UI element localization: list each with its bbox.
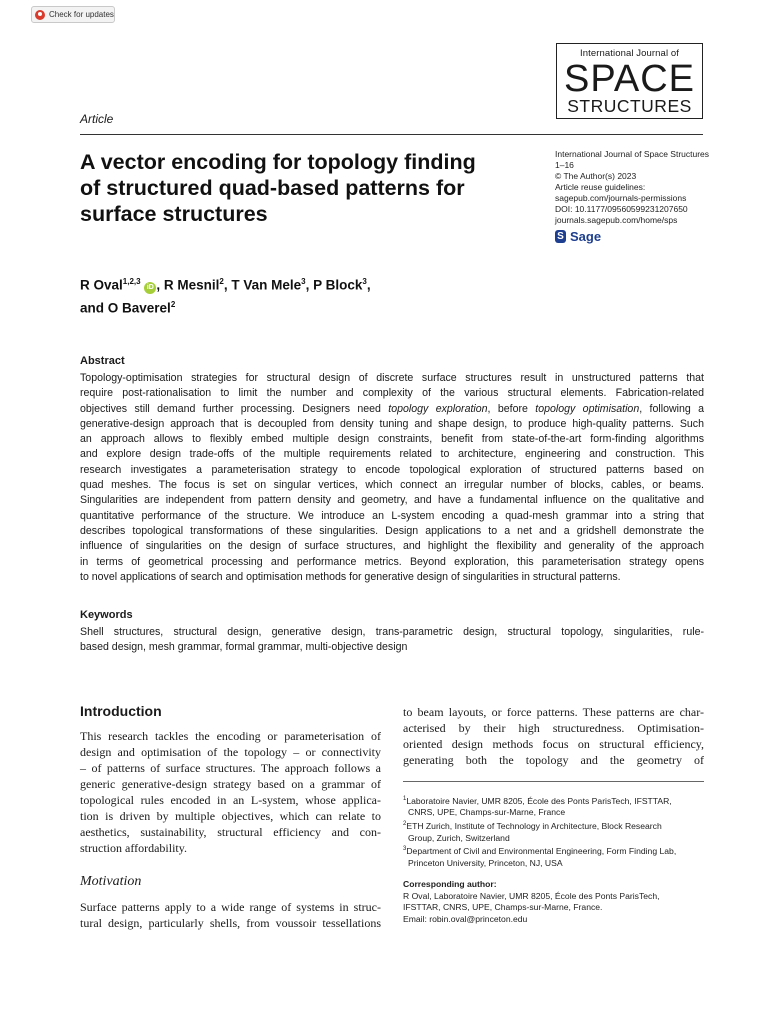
corresponding-author-heading: Corresponding author:	[403, 879, 497, 889]
keywords-line: based design, mesh grammar, formal grammar, multi-objective design	[80, 641, 408, 654]
publisher-logo	[555, 229, 601, 244]
check-for-updates-label: Check for updates	[49, 10, 114, 19]
author-affiliation-marker: 2	[170, 299, 176, 309]
abstract-line: require post-rationalisation to limit the number and complexity of the various structural elements. Fabrication-related	[80, 387, 704, 400]
crossmark-icon	[35, 10, 45, 20]
affiliation-line1: Department of Civil and Environmental Engineering, Form Finding Lab,	[406, 845, 677, 856]
author-name: R Oval	[80, 277, 123, 293]
author-list: R Oval$^{1,2,3}$ iD , R Mesnil$^2$, T Van Mele$^3$, P Block$^3$, and O Baverel$^2$	[80, 277, 371, 315]
meta-reuse-link[interactable]: sagepub.com/journals-permissions	[555, 193, 687, 203]
introduction-body	[80, 728, 381, 856]
abstract-line: to novel applications of search and optimisation methods for generative design of singularities in structural patterns.	[80, 570, 621, 583]
meta-copyright: © The Author(s) 2023	[555, 171, 637, 181]
journal-logo-line3: STRUCTURES	[567, 96, 692, 116]
corresponding-author-line2: IFSTTAR, CNRS, UPE, Champs-sur-Marne, France.	[403, 902, 603, 913]
text-line: design and optimisation of the topology – or connectivity	[80, 745, 381, 759]
affiliations	[403, 794, 708, 869]
publisher-name: Sage	[570, 229, 602, 244]
keywords-heading: Keywords	[80, 609, 133, 621]
affiliation-marker: 1	[403, 796, 407, 802]
affiliation	[403, 794, 708, 819]
journal-logo-line1: International Journal of	[579, 48, 680, 59]
abstract-line: objectives still demand further processing. Designers need topology exploration, before topology optimisation, following a	[80, 402, 705, 415]
text-line: acterised by their high structuredness. Optimisation-	[403, 721, 704, 735]
meta-doi[interactable]: DOI: 10.1177/09560599231207650	[555, 204, 688, 214]
abstract-line: influence of singularities on the design of surface structures, and highlight the flexibility and generality of the approach	[80, 540, 704, 553]
journal-logo-line2: SPACE	[563, 58, 695, 100]
meta-reuse-label: Article reuse guidelines:	[555, 182, 646, 192]
meta-journal-link[interactable]: journals.sagepub.com/home/sps	[555, 215, 678, 225]
author-name: T Van Mele	[231, 277, 302, 293]
motivation-heading: Motivation	[80, 874, 142, 889]
abstract-line: in terms of geometrical processing and performance metrics. Beyond exploration, this parameterisation strategy opens	[80, 555, 704, 568]
author-name: O Baverel	[107, 300, 171, 315]
abstract-line: Singularities are independent from pattern density and geometry, and have a fundamental influence on the qualitative and	[80, 494, 704, 507]
abstract-line: research investigates a parameterisation strategy to encode topological exploration of structured patterns based on	[80, 463, 704, 476]
abstract-line: quad meshes. The focus is set on singular vertices, which connect an irregular number of blocks, cables, or beams.	[80, 479, 704, 492]
author-affiliation-marker: 1,2,3	[122, 277, 141, 286]
abstract-heading: Abstract	[80, 355, 125, 367]
right-column-body	[403, 704, 704, 768]
abstract-line: quantitative performance of the structure. We introduce an L-system encoding a quad-mesh grammar into a string that	[80, 509, 704, 522]
keywords-line: Shell structures, structural design, generative design, trans-parametric design, structural topology, singularities, rule-	[80, 626, 704, 638]
orcid-icon[interactable]: iD	[144, 282, 156, 294]
motivation-body	[80, 899, 381, 931]
abstract-body	[80, 371, 704, 585]
text-line: This research tackles the encoding or parameterisation of	[80, 729, 381, 743]
author-name: P Block	[313, 277, 363, 293]
sage-icon: S	[555, 230, 566, 243]
corresponding-author-email[interactable]: Email: robin.oval@princeton.edu	[403, 913, 528, 924]
affiliation-line1: ETH Zurich, Institute of Technology in Architecture, Block Research	[406, 820, 662, 831]
meta-pages: 1–16	[555, 160, 574, 170]
header-divider	[80, 134, 703, 135]
abstract-line: generative-design approach that is decoupled from density tuning and shape design, to produce high-quality patterns. Such	[80, 417, 704, 430]
abstract-line: describes topological transformations of these singularities. Design applications to a net and a gridshell demonstrate the	[80, 524, 704, 537]
author-affiliation-marker: 3	[301, 277, 306, 286]
footnote-divider	[403, 781, 704, 782]
affiliation-line1: Laboratoire Navier, UMR 8205, École des Ponts ParisTech, IFSTTAR,	[406, 795, 672, 806]
affiliation-line2: CNRS, UPE, Champs-sur-Marne, France	[408, 807, 566, 818]
corresponding-author	[403, 879, 708, 925]
introduction-heading: Introduction	[80, 703, 162, 719]
text-line: generating both the topology and the geometry of	[403, 753, 704, 767]
check-for-updates-button[interactable]	[31, 6, 115, 23]
journal-logo	[556, 43, 703, 119]
text-line: – of patterns of surface structures. The approach follows a	[80, 761, 381, 775]
article-metadata	[555, 149, 709, 226]
affiliation-marker: 2	[403, 821, 407, 828]
text-line: topological rules encoded in an L-system, whose applica-	[80, 793, 381, 807]
abstract-line: an approach allows to flexibly embed multiple design constraints, benefit from state-of-the-art form-finding algorithms	[80, 433, 704, 446]
paper-title: A vector encoding for topology finding of structured quad-based patterns for surface structures	[80, 150, 476, 226]
affiliation-line2: Princeton University, Princeton, NJ, USA	[408, 857, 563, 868]
meta-journal: International Journal of Space Structures	[555, 149, 710, 159]
text-line: oriented design methods focus on structural efficiency,	[403, 737, 704, 751]
keywords-body	[80, 625, 704, 656]
author-name: R Mesnil	[163, 277, 220, 293]
text-line: to beam layouts, or force patterns. These patterns are char-	[403, 705, 704, 719]
abstract-line: Topology-optimisation strategies for structural design of discrete surface structures result in unstructured patterns that	[80, 372, 704, 384]
text-line: aesthetics, sustainability, structural efficiency and con-	[80, 825, 381, 839]
article-type: Article	[80, 112, 114, 126]
text-line: Surface patterns apply to a wide range of systems in struc-	[80, 900, 381, 914]
text-line: tion is driven by multiple objectives, which can relate to	[80, 809, 381, 823]
text-line: struction affordability.	[80, 841, 187, 855]
affiliation	[403, 844, 708, 869]
author-affiliation-marker: 2	[219, 277, 224, 286]
affiliation-line2: Group, Zurich, Switzerland	[408, 832, 510, 843]
corresponding-author-line1: R Oval, Laboratoire Navier, UMR 8205, École des Ponts ParisTech,	[403, 890, 660, 901]
author-affiliation-marker: 3	[362, 277, 367, 286]
affiliation-marker: 3	[403, 846, 407, 853]
text-line: tural design, particularly shells, from voussoir tessellations	[80, 916, 381, 930]
text-line: generic generative-design strategy based on a grammar of	[80, 777, 381, 791]
abstract-line: and explore design trade-offs of the multiple requirements related to architecture, engineering and construction. This	[80, 448, 704, 461]
affiliation	[403, 819, 708, 844]
